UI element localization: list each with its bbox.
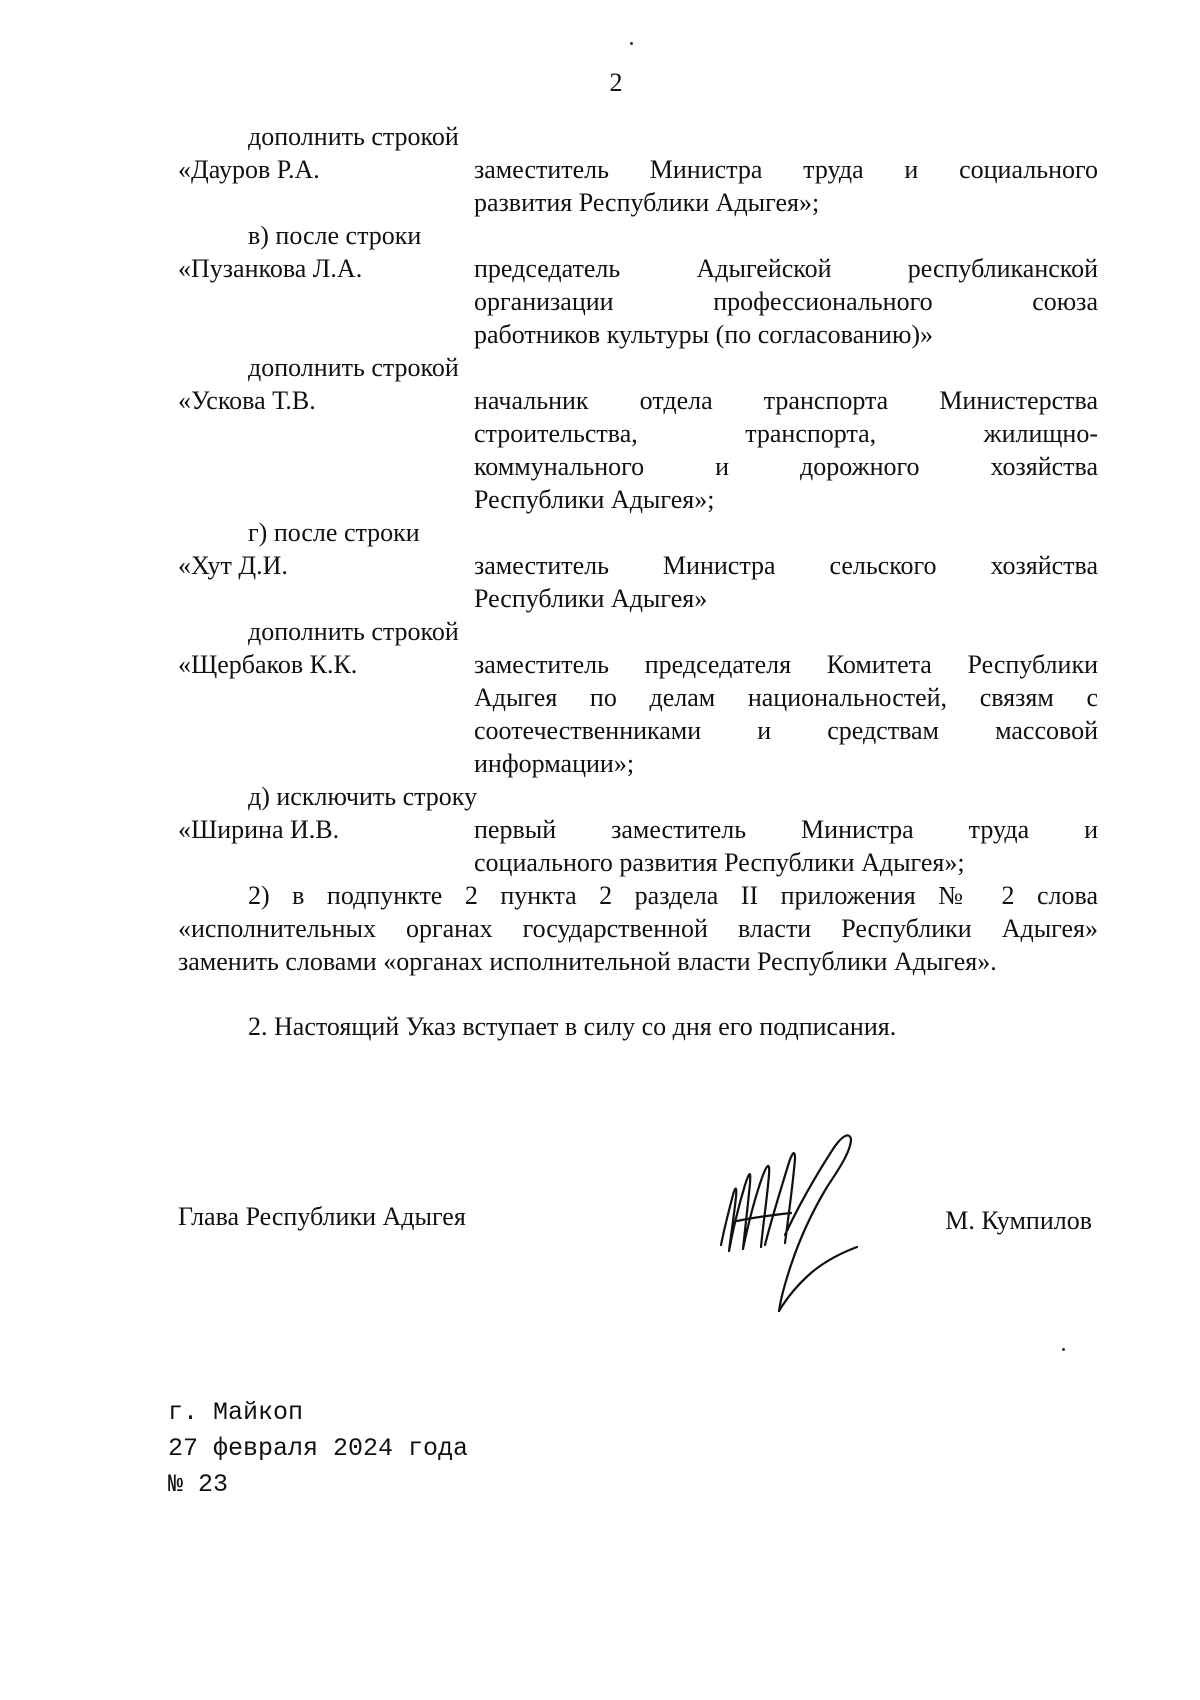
instruction-line: д) исключить строку [248,782,478,811]
description-line: первый заместитель Министра труда и [474,815,1098,844]
list-entry [178,153,1098,219]
entry-name: «Пузанкова Л.А. [178,254,363,283]
entry-name: «Дауров Р.А. [178,155,320,184]
list-entry [178,252,1098,351]
list-entry [178,648,1098,780]
description-line: Республики Адыгея»; [474,485,715,514]
signer-name: М. Кумпилов [945,1206,1092,1235]
entry-description [474,252,1098,351]
list-entry [178,549,1098,615]
paragraph-line: 2) в подпункте 2 пункта 2 раздела II приложения № 2 слова [248,881,1098,910]
description-line: заместитель Министра труда и социального [474,155,1098,184]
entry-description [474,153,1098,219]
entry-name: «Щербаков К.К. [178,650,358,679]
final-clause: 2. Настоящий Указ вступает в силу со дня его подписания. [248,1012,897,1041]
document-number: № 23 [168,1470,229,1499]
city: г. Майкоп [168,1398,304,1427]
description-line: коммунального и дорожного хозяйства [474,452,1098,481]
description-line: социального развития Республики Адыгея»; [474,848,965,877]
description-line: строительства, транспорта, жилищно- [474,419,1098,448]
entry-name: «Хут Д.И. [178,551,288,580]
document-body [178,120,1098,1043]
entry-description [474,549,1098,615]
instruction-line: дополнить строкой [248,617,459,646]
entry-description [474,813,1098,879]
entry-name: «Ширина И.В. [178,815,340,844]
description-line: работников культуры (по согласованию)» [474,320,934,349]
description-line: заместитель Министра сельского хозяйства [474,551,1098,580]
entry-description [474,648,1098,780]
description-line: информации»; [474,749,635,778]
paragraph-line: «исполнительных органах государственной власти Республики Адыгея» [178,914,1098,943]
amendment-paragraph [178,879,1098,978]
description-line: заместитель председателя Комитета Республики [474,650,1098,679]
instruction-line: дополнить строкой [248,353,459,382]
instruction-line: дополнить строкой [248,122,459,151]
date: 27 февраля 2024 года [168,1434,469,1463]
handwritten-signature-image [715,1125,895,1325]
description-line: развития Республики Адыгея»; [474,188,820,217]
signer-position: Глава Республики Адыгея [178,1202,466,1231]
signature-row [178,1202,1098,1242]
description-line: Адыгея по делам национальностей, связям с [474,683,1098,712]
description-line: начальник отдела транспорта Министерства [474,386,1098,415]
entry-description [474,384,1098,516]
instruction-line: г) после строки [248,518,420,547]
list-entry [178,384,1098,516]
page-number: 2 [609,68,623,97]
paragraph-line: заменить словами «органах исполнительной власти Республики Адыгея». [178,947,997,976]
scan-speck [630,42,633,45]
entry-name: «Ускова Т.В. [178,386,316,415]
description-line: организации профессионального союза [474,287,1098,316]
description-line: председатель Адыгейской республиканской [474,254,1098,283]
list-entry [178,813,1098,879]
instruction-line: в) после строки [248,221,422,250]
scan-speck [1062,1348,1065,1351]
description-line: соотечественниками и средствам массовой [474,716,1098,745]
description-line: Республики Адыгея» [474,584,708,613]
document-footer [168,1395,468,1503]
